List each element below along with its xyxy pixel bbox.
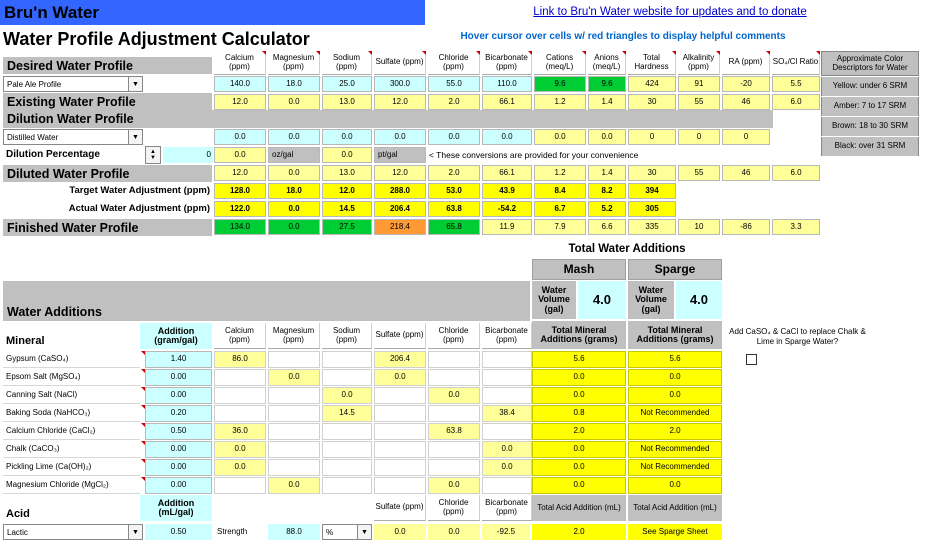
calculator-title: Water Profile Adjustment Calculator: [3, 28, 310, 49]
column-header-1: Magnesium (ppm): [268, 51, 320, 75]
mineral-mash-total-2: 0.0: [532, 387, 626, 404]
mineral-mash-total-3: 0.8: [532, 405, 626, 422]
mineral-hco3-5: 0.0: [482, 441, 532, 458]
mineral-sparge-total-6: Not Recommended: [628, 459, 722, 476]
existing-value-2: 13.0: [322, 94, 372, 110]
mash-total-acid-header: Total Acid Addition (mL): [532, 495, 626, 521]
dilution-value-4[interactable]: 0.0: [428, 129, 480, 145]
mineral-name-4: Calcium Chloride (CaCl₂): [3, 423, 140, 440]
diluted-value-0: 12.0: [214, 165, 266, 181]
target-adjustment-label: Target Water Adjustment (ppm): [69, 185, 210, 197]
acid-addition-input[interactable]: 0.50: [145, 524, 212, 540]
existing-value-8: 30: [628, 94, 676, 110]
diluted-value-10: 46: [722, 165, 770, 181]
target-value-5: 43.9: [482, 183, 532, 199]
chevron-down-icon[interactable]: ▼: [128, 77, 142, 91]
comment-triangle-icon[interactable]: [368, 51, 372, 55]
column-header-9: Alkalinity (ppm): [678, 51, 720, 75]
desired-value-0[interactable]: 140.0: [214, 76, 266, 92]
mineral-ca-4: 36.0: [214, 423, 266, 440]
sparge-header: Sparge: [628, 259, 722, 280]
desired-value-10: -20: [722, 76, 770, 92]
comment-triangle-icon[interactable]: [262, 51, 266, 55]
mineral-ca-1: [214, 369, 266, 386]
diluted-value-9: 55: [678, 165, 720, 181]
existing-value-11: 6.0: [772, 94, 820, 110]
color-descriptor-0: Yellow: under 6 SRM: [821, 77, 919, 96]
target-value-8: 394: [628, 183, 676, 199]
dilution-value-5[interactable]: 0.0: [482, 129, 532, 145]
mineral-na-0: [322, 351, 372, 368]
diluted-value-2: 13.0: [322, 165, 372, 181]
mineral-addition-input-3[interactable]: 0.20: [145, 405, 212, 422]
mineral-header: Mineral: [6, 335, 45, 348]
color-descriptor-2: Brown: 18 to 30 SRM: [821, 117, 919, 136]
actual-value-3: 206.4: [374, 201, 426, 217]
mineral-so4-1: 0.0: [374, 369, 426, 386]
dilution-value-9: 0: [678, 129, 720, 145]
mineral-name-6: Pickling Lime (Ca(OH)₂): [3, 459, 140, 476]
actual-value-0: 122.0: [214, 201, 266, 217]
mineral-so4-5: [374, 441, 426, 458]
app-title-bar: Bru'n Water: [0, 0, 425, 25]
mineral-mg-5: [268, 441, 320, 458]
dilution-value-1[interactable]: 0.0: [268, 129, 320, 145]
desired-value-1[interactable]: 18.0: [268, 76, 320, 92]
mineral-mg-2: [268, 387, 320, 404]
acid-chloride: 0.0: [428, 524, 480, 540]
mineral-addition-input-4[interactable]: 0.50: [145, 423, 212, 440]
addition-ion-header-0: Calcium (ppm): [214, 323, 266, 349]
color-descriptor-1: Amber: 7 to 17 SRM: [821, 97, 919, 116]
finished-value-2: 27.5: [322, 219, 372, 235]
mineral-hco3-4: [482, 423, 532, 440]
comment-triangle-icon[interactable]: [141, 441, 145, 445]
chevron-down-icon[interactable]: ▼: [128, 525, 142, 539]
target-value-7: 8.2: [588, 183, 626, 199]
comment-triangle-icon[interactable]: [716, 51, 720, 55]
actual-value-6: 6.7: [534, 201, 586, 217]
diluted-value-11: 6.0: [772, 165, 820, 181]
mineral-so4-3: [374, 405, 426, 422]
diluted-value-3: 12.0: [374, 165, 426, 181]
column-header-11: SO₄/Cl Ratio: [772, 51, 820, 75]
acid-ion-header-0: Sulfate (ppm): [374, 495, 426, 521]
comment-triangle-icon[interactable]: [766, 51, 770, 55]
chevron-down-icon[interactable]: ▼: [357, 525, 371, 539]
diluted-value-6: 1.2: [534, 165, 586, 181]
conversion-note: < These conversions are provided for your convenience: [429, 149, 639, 160]
comment-triangle-icon[interactable]: [422, 51, 426, 55]
target-value-3: 288.0: [374, 183, 426, 199]
comment-triangle-icon[interactable]: [141, 351, 145, 355]
mineral-mg-0: [268, 351, 320, 368]
mineral-sparge-total-2: 0.0: [628, 387, 722, 404]
addition-header: Addition (gram/gal): [140, 323, 212, 349]
dilution-spinner[interactable]: [145, 146, 161, 164]
dilution-value-3[interactable]: 0.0: [374, 129, 426, 145]
hover-hint: Hover cursor over cells w/ red triangles to display helpful comments: [460, 30, 786, 42]
column-header-5: Bicarbonate (ppm): [482, 51, 532, 75]
total-water-additions-title: Total Water Additions: [568, 242, 686, 255]
desired-value-9: 91: [678, 76, 720, 92]
column-header-2: Sodium (ppm): [322, 51, 372, 75]
mineral-cl-5: [428, 441, 480, 458]
desired-value-6: 9.6: [534, 76, 586, 92]
existing-value-6: 1.2: [534, 94, 586, 110]
mineral-cl-4: 63.8: [428, 423, 480, 440]
comment-triangle-icon[interactable]: [141, 477, 145, 481]
acid-select[interactable]: [3, 524, 143, 540]
mineral-sparge-total-5: Not Recommended: [628, 441, 722, 458]
finished-value-6: 7.9: [534, 219, 586, 235]
dilution-value-2[interactable]: 0.0: [322, 129, 372, 145]
dilution-percentage-label: Dilution Percentage: [6, 148, 100, 160]
acid-ion-header-2: Bicarbonate (ppm): [482, 495, 532, 521]
acid-ion-header-1: Chloride (ppm): [428, 495, 480, 521]
desired-value-8: 424: [628, 76, 676, 92]
existing-value-3: 12.0: [374, 94, 426, 110]
desired-value-5[interactable]: 110.0: [482, 76, 532, 92]
target-value-6: 8.4: [534, 183, 586, 199]
existing-value-9: 55: [678, 94, 720, 110]
mineral-hco3-1: [482, 369, 532, 386]
mineral-na-1: [322, 369, 372, 386]
dilution-value-6: 0.0: [534, 129, 586, 145]
spinner-up-icon[interactable]: ▲: [150, 148, 156, 155]
mineral-cl-0: [428, 351, 480, 368]
sparge-total-mineral-header: Total Mineral Additions (grams): [628, 321, 722, 349]
acid-unit-select[interactable]: [322, 524, 372, 540]
dilution-value-10: 0: [722, 129, 770, 145]
acid-sulfate: 0.0: [374, 524, 426, 540]
website-link[interactable]: Link to Bru'n Water website for updates and to donate: [533, 6, 807, 19]
finished-value-0: 134.0: [214, 219, 266, 235]
color-descriptor-3: Black: over 31 SRM: [821, 137, 919, 156]
conversion-cell-3: pt/gal: [374, 147, 426, 163]
diluted-value-5: 66.1: [482, 165, 532, 181]
conversion-cell-1: oz/gal: [268, 147, 320, 163]
column-header-4: Chloride (ppm): [428, 51, 480, 75]
color-descriptor-title: Approximate Color Descriptors for Water: [821, 51, 919, 76]
diluted-value-7: 1.4: [588, 165, 626, 181]
mineral-sparge-total-4: 2.0: [628, 423, 722, 440]
desired-value-4[interactable]: 55.0: [428, 76, 480, 92]
dilution-value-8: 0: [628, 129, 676, 145]
mineral-sparge-total-3: Not Recommended: [628, 405, 722, 422]
mineral-mash-total-4: 2.0: [532, 423, 626, 440]
mineral-cl-6: [428, 459, 480, 476]
dilution-value-0[interactable]: 0.0: [214, 129, 266, 145]
mineral-ca-5: 0.0: [214, 441, 266, 458]
diluted-value-1: 0.0: [268, 165, 320, 181]
target-value-0: 128.0: [214, 183, 266, 199]
mineral-sparge-total-0: 5.6: [628, 351, 722, 368]
mineral-na-2: 0.0: [322, 387, 372, 404]
water-additions-label: Water Additions: [3, 281, 530, 321]
addition-ion-header-1: Magnesium (ppm): [268, 323, 320, 349]
conversion-cell-2: 0.0: [322, 147, 372, 163]
diluted-profile-label: Diluted Water Profile: [3, 165, 212, 182]
actual-value-5: -54.2: [482, 201, 532, 217]
existing-value-4: 2.0: [428, 94, 480, 110]
finished-value-3: 218.4: [374, 219, 426, 235]
existing-value-0: 12.0: [214, 94, 266, 110]
comment-triangle-icon[interactable]: [582, 51, 586, 55]
dilution-profile-value: Distilled Water: [7, 132, 59, 142]
comment-triangle-icon[interactable]: [141, 387, 145, 391]
chevron-down-icon[interactable]: ▼: [128, 130, 142, 144]
mineral-addition-input-1[interactable]: 0.00: [145, 369, 212, 386]
mineral-na-3: 14.5: [322, 405, 372, 422]
mineral-mash-total-0: 5.6: [532, 351, 626, 368]
sparge-water-volume-label: Water Volume (gal): [628, 281, 674, 319]
comment-triangle-icon[interactable]: [528, 51, 532, 55]
dilution-profile-select[interactable]: [3, 129, 143, 145]
finished-value-9: 10: [678, 219, 720, 235]
column-header-0: Calcium (ppm): [214, 51, 266, 75]
existing-value-1: 0.0: [268, 94, 320, 110]
dilution-profile-label: Dilution Water Profile: [3, 110, 773, 128]
comment-triangle-icon[interactable]: [672, 51, 676, 55]
mash-header: Mash: [532, 259, 626, 280]
dilution-value-7: 0.0: [588, 129, 626, 145]
sparge-total-acid-header: Total Acid Addition (mL): [628, 495, 722, 521]
mineral-hco3-7: [482, 477, 532, 494]
existing-value-7: 1.4: [588, 94, 626, 110]
mineral-na-7: [322, 477, 372, 494]
column-header-10: RA (ppm): [722, 51, 770, 75]
column-header-8: Total Hardness: [628, 51, 676, 75]
mineral-mg-1: 0.0: [268, 369, 320, 386]
conversion-cell-0: 0.0: [214, 147, 266, 163]
mineral-cl-2: 0.0: [428, 387, 480, 404]
acid-mash-total: 2.0: [532, 524, 626, 540]
target-value-2: 12.0: [322, 183, 372, 199]
finished-value-10: -86: [722, 219, 770, 235]
mineral-so4-6: [374, 459, 426, 476]
desired-profile-select[interactable]: [3, 76, 143, 92]
mineral-mash-total-5: 0.0: [532, 441, 626, 458]
mineral-mg-7: 0.0: [268, 477, 320, 494]
sparge-volume-input[interactable]: 4.0: [676, 281, 722, 319]
diluted-value-4: 2.0: [428, 165, 480, 181]
mineral-name-1: Epsom Salt (MgSO₄): [3, 369, 140, 386]
finished-profile-label: Finished Water Profile: [3, 219, 212, 236]
column-header-7: Anions (meq/L): [588, 51, 626, 75]
actual-value-2: 14.5: [322, 201, 372, 217]
mineral-mg-4: [268, 423, 320, 440]
mineral-cl-1: [428, 369, 480, 386]
actual-adjustment-label: Actual Water Adjustment (ppm): [68, 203, 210, 215]
acid-sparge-total: See Sparge Sheet: [628, 524, 722, 540]
desired-profile-value: Pale Ale Profile: [7, 79, 62, 89]
mineral-sparge-total-1: 0.0: [628, 369, 722, 386]
finished-value-7: 6.6: [588, 219, 626, 235]
desired-profile-label: Desired Water Profile: [3, 57, 212, 74]
spinner-down-icon[interactable]: ▼: [150, 155, 156, 161]
actual-value-8: 305: [628, 201, 676, 217]
finished-value-4: 65.8: [428, 219, 480, 235]
column-header-3: Sulfate (ppm): [374, 51, 426, 75]
mineral-hco3-0: [482, 351, 532, 368]
mineral-ca-6: 0.0: [214, 459, 266, 476]
finished-value-5: 11.9: [482, 219, 532, 235]
mineral-ca-2: [214, 387, 266, 404]
mineral-ca-0: 86.0: [214, 351, 266, 368]
mineral-name-5: Chalk (CaCO₃): [3, 441, 140, 458]
actual-value-1: 0.0: [268, 201, 320, 217]
mineral-so4-2: [374, 387, 426, 404]
mineral-addition-input-6[interactable]: 0.00: [145, 459, 212, 476]
mineral-cl-3: [428, 405, 480, 422]
strength-label: Strength: [217, 526, 248, 536]
mineral-addition-input-0[interactable]: 1.40: [145, 351, 212, 368]
mineral-addition-input-7[interactable]: 0.00: [145, 477, 212, 494]
comment-triangle-icon[interactable]: [141, 405, 145, 409]
mineral-mg-6: [268, 459, 320, 476]
addition-ion-header-3: Sulfate (ppm): [374, 323, 426, 349]
existing-value-5: 66.1: [482, 94, 532, 110]
comment-triangle-icon[interactable]: [141, 423, 145, 427]
mineral-addition-input-2[interactable]: 0.00: [145, 387, 212, 404]
mineral-na-6: [322, 459, 372, 476]
comment-triangle-icon[interactable]: [316, 51, 320, 55]
mineral-name-7: Magnesium Chloride (MgCl₂): [3, 477, 140, 494]
mineral-mash-total-1: 0.0: [532, 369, 626, 386]
column-header-6: Cations (meq/L): [534, 51, 586, 75]
finished-value-1: 0.0: [268, 219, 320, 235]
diluted-value-8: 30: [628, 165, 676, 181]
mineral-na-4: [322, 423, 372, 440]
acid-addition-header: Addition (mL/gal): [140, 495, 212, 521]
mineral-mash-total-7: 0.0: [532, 477, 626, 494]
mash-total-mineral-header: Total Mineral Additions (grams): [532, 321, 626, 349]
addition-ion-header-4: Chloride (ppm): [428, 323, 480, 349]
mineral-name-2: Canning Salt (NaCl): [3, 387, 140, 404]
mineral-ca-7: [214, 477, 266, 494]
existing-profile-label: Existing Water Profile: [3, 93, 212, 110]
comment-triangle-icon[interactable]: [476, 51, 480, 55]
comment-triangle-icon[interactable]: [141, 459, 145, 463]
mineral-name-0: Gypsum (CaSO₄): [3, 351, 140, 368]
dilution-percentage-input[interactable]: 0: [163, 147, 213, 163]
mineral-hco3-6: 0.0: [482, 459, 532, 476]
mineral-so4-7: [374, 477, 426, 494]
actual-value-4: 63.8: [428, 201, 480, 217]
mineral-hco3-2: [482, 387, 532, 404]
mineral-mg-3: [268, 405, 320, 422]
desired-value-2[interactable]: 25.0: [322, 76, 372, 92]
mash-water-volume-label: Water Volume (gal): [532, 281, 576, 319]
desired-value-11: 5.5: [772, 76, 820, 92]
acid-select-value: Lactic: [7, 527, 28, 537]
acid-bicarbonate: -92.5: [482, 524, 530, 540]
finished-value-8: 335: [628, 219, 676, 235]
mash-volume-input[interactable]: 4.0: [578, 281, 626, 319]
replace-question: Add CaSO₄ & CaCl to replace Chalk & Lime in Sparge Water?: [729, 327, 866, 346]
addition-ion-header-5: Bicarbonate (ppm): [482, 323, 532, 349]
comment-triangle-icon[interactable]: [141, 369, 145, 373]
mineral-so4-4: [374, 423, 426, 440]
desired-value-7: 9.6: [588, 76, 626, 92]
target-value-1: 18.0: [268, 183, 320, 199]
mineral-mash-total-6: 0.0: [532, 459, 626, 476]
desired-value-3[interactable]: 300.0: [374, 76, 426, 92]
actual-value-7: 5.2: [588, 201, 626, 217]
mineral-cl-7: 0.0: [428, 477, 480, 494]
acid-unit-value: %: [326, 527, 334, 537]
existing-value-10: 46: [722, 94, 770, 110]
replace-checkbox[interactable]: [746, 354, 757, 365]
mineral-so4-0: 206.4: [374, 351, 426, 368]
mineral-ca-3: [214, 405, 266, 422]
addition-ion-header-2: Sodium (ppm): [322, 323, 372, 349]
target-value-4: 53.0: [428, 183, 480, 199]
mineral-na-5: [322, 441, 372, 458]
mineral-hco3-3: 38.4: [482, 405, 532, 422]
acid-label: Acid: [6, 508, 30, 521]
mineral-name-3: Baking Soda (NaHCO₃): [3, 405, 140, 422]
mineral-addition-input-5[interactable]: 0.00: [145, 441, 212, 458]
acid-strength-input[interactable]: 88.0: [268, 524, 320, 540]
finished-value-11: 3.3: [772, 219, 820, 235]
mineral-sparge-total-7: 0.0: [628, 477, 722, 494]
comment-triangle-icon[interactable]: [816, 51, 820, 55]
comment-triangle-icon[interactable]: [622, 51, 626, 55]
